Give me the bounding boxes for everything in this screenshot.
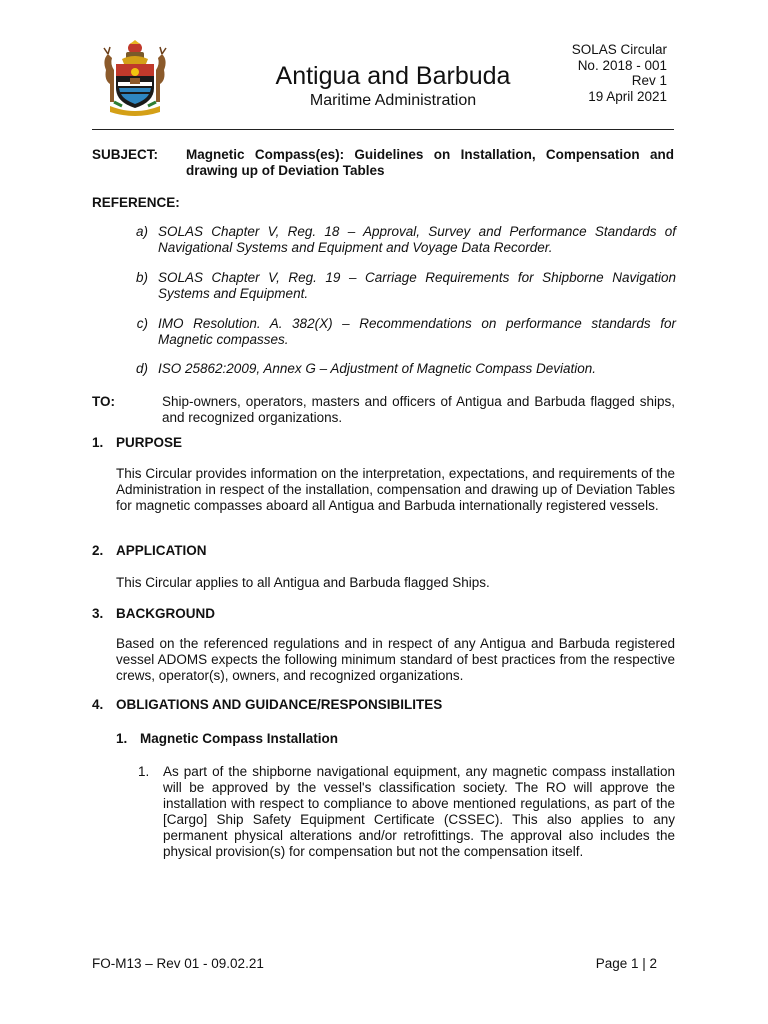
footer-form-code: FO-M13 – Rev 01 - 09.02.21 <box>92 956 264 971</box>
header-divider <box>92 129 674 130</box>
reference-item-mark: d) <box>135 361 148 376</box>
coat-of-arms-icon <box>100 40 170 118</box>
section-title-application: APPLICATION <box>116 543 207 558</box>
reference-item-text: SOLAS Chapter V, Reg. 19 – Carriage Requirements for Shipborne Navigation Systems and Equipment. <box>158 270 676 301</box>
subsection-number: 1. <box>116 731 128 746</box>
section-number: 4. <box>92 697 104 712</box>
reference-item-text: IMO Resolution. A. 382(X) – Recommendations on performance standards for Magnetic compasses. <box>158 316 676 347</box>
subject-label: SUBJECT: <box>92 147 159 162</box>
section-body-purpose: This Circular provides information on the interpretation, expectations, and requirements of the Administration in respect of the installation, compensation and drawing up of Deviation Tables for magnetic compasses aboard all Antigua and Barbuda internationally registered vessels. <box>116 466 675 513</box>
circular-type: SOLAS Circular <box>571 42 667 57</box>
to-label: TO: <box>92 394 115 409</box>
circular-reference <box>572 42 667 104</box>
reference-label: REFERENCE: <box>92 195 180 210</box>
reference-item-text: SOLAS Chapter V, Reg. 18 – Approval, Survey and Performance Standards of Navigational Systems and Equipment and Voyage Data Recorder. <box>158 224 676 255</box>
reference-item-mark: a) <box>135 224 148 239</box>
reference-item-text: ISO 25862:2009, Annex G – Adjustment of Magnetic Compass Deviation. <box>158 361 596 376</box>
section-number: 3. <box>92 606 104 621</box>
list-item-text: As part of the shipborne navigational equipment, any magnetic compass installation will be approved by the vessel's classification society. The RO will approve the installation with respect to compliance to above mentioned regulations, as part of the [Cargo] Ship Safety Equipment Certificate (CSSEC). This also applies to any permanent physical alterations and/or retrofittings. The approval also includes the physical provision(s) for compensation but not the compensation itself. <box>163 764 675 859</box>
organization-name: Antigua and Barbuda <box>275 62 511 90</box>
to-text: Ship-owners, operators, masters and officers of Antigua and Barbuda flagged ships, and recognized organizations. <box>162 394 675 425</box>
section-body-background: Based on the referenced regulations and in respect of any Antigua and Barbuda registered vessel ADOMS expects the following minimum standard of best practices from the respective crews, operator(s), owners, and recognized organizations. <box>116 636 675 683</box>
list-item-number: 1. <box>138 764 150 779</box>
section-title-obligations: OBLIGATIONS AND GUIDANCE/RESPONSIBILITES <box>116 697 443 712</box>
section-body-application: This Circular applies to all Antigua and Barbuda flagged Ships. <box>116 575 490 590</box>
subject-text: Magnetic Compass(es): Guidelines on Installation, Compensation and drawing up of Deviation Tables <box>186 147 674 178</box>
circular-date: 19 April 2021 <box>588 88 667 104</box>
section-title-background: BACKGROUND <box>116 606 215 621</box>
reference-item-mark: b) <box>135 270 148 285</box>
section-number: 1. <box>92 435 104 450</box>
organization-subtitle: Maritime Administration <box>309 92 477 109</box>
footer-page-number: Page 1 | 2 <box>595 956 657 971</box>
circular-revision: Rev 1 <box>631 73 667 88</box>
circular-number: No. 2018 - 001 <box>577 57 667 73</box>
reference-item-mark: c) <box>136 316 148 331</box>
section-title-purpose: PURPOSE <box>116 435 183 450</box>
subsection-title: Magnetic Compass Installation <box>140 731 339 746</box>
section-number: 2. <box>92 543 104 558</box>
